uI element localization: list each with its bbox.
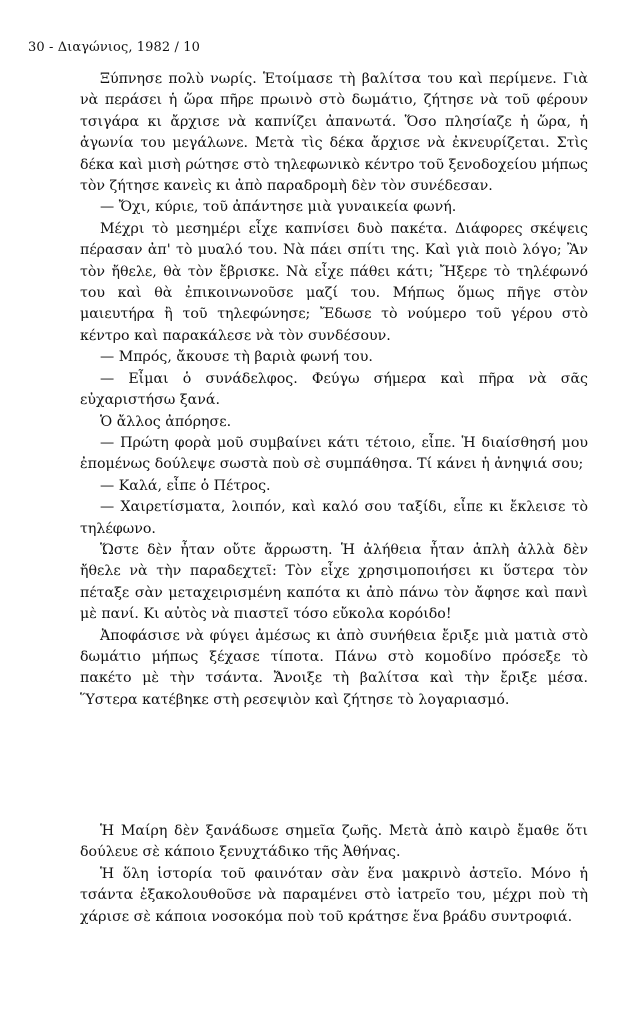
paragraph: Ἡ ὅλη ἱστορία τοῦ φαινόταν σὰν ἕνα μακρινὸ ἀστεῖο. Μόνο ἡ τσάντα ἐξακολουθοῦσε νὰ παραμένει στὸ ἰατρεῖο του, μέχρι ποὺ τὴ χάρισε σὲ κάποια νοσοκόμα ποὺ τοῦ κράτησε ἕνα βράδυ συντροφιά. bbox=[80, 865, 588, 925]
paragraph: — Εἶμαι ὁ συνάδελφος. Φεύγω σήμερα καὶ πῆρα νὰ σᾶς εὐχαριστήσω ξανά. bbox=[80, 370, 588, 409]
paragraph: — Ὄχι, κύριε, τοῦ ἀπάντησε μιὰ γυναικεία φωνή. bbox=[100, 199, 457, 216]
paragraph: Ἡ Μαίρη δὲν ξανάδωσε σημεῖα ζωῆς. Μετὰ ἀπὸ καιρὸ ἔμαθε ὅτι δούλευε σὲ κάποιο ξενυχτάδικο τῆς Ἀθήνας. bbox=[80, 823, 588, 861]
paragraph: Ξύπνησε πολὺ νωρίς. Ἑτοίμασε τὴ βαλίτσα του καὶ περίμενε. Γιὰ νὰ περάσει ἡ ὥρα πῆρε πρωινὸ στὸ δωμάτιο, ζήτησε νὰ τοῦ φέρουν τσιγάρα κι ἄρχισε νὰ καπνίζει ἀπανωτά. Ὅσο πλησίαζε ἡ ὥρα, ἡ ἀγωνία του μεγάλωνε. Μετὰ τὶς δέκα ἄρχισε νὰ ἐκνευρίζεται. Στὶς δέκα καὶ μισὴ ρώτησε στὸ τηλεφωνικὸ κέντρο τοῦ ξενοδοχείου μήπως τὸν ζήτησε κανεὶς κι ἀπὸ παραδρομὴ δὲν τὸν συνέδεσαν. bbox=[80, 71, 588, 195]
paragraph: — Χαιρετίσματα, λοιπόν, καὶ καλό σου ταξίδι, εἶπε κι ἔκλεισε τὸ τηλέφωνο. bbox=[80, 499, 588, 537]
paragraph: — Καλά, εἶπε ὁ Πέτρος. bbox=[100, 477, 271, 494]
paragraph: Ὥστε δὲν ἦταν οὔτε ἄρρωστη. Ἡ ἀλήθεια ἦταν ἁπλὴ ἀλλὰ δὲν ἤθελε νὰ τὴν παραδεχτεῖ: Τὸν εἶχε χρησιμοποιήσει κι ὕστερα τὸν πέταξε σὰν μεταχειρισμένη καπότα κι ἀπὸ πάνω τὸν ἄφησε καὶ πανὶ μὲ πανί. Κι αὐτὸς νὰ πιαστεῖ τόσο εὔκολα κορόιδο! bbox=[80, 541, 588, 623]
paragraph: — Μπρός, ἄκουσε τὴ βαριὰ φωνή του. bbox=[100, 349, 373, 366]
paragraph: Μέχρι τὸ μεσημέρι εἶχε καπνίσει δυὸ πακέτα. Διάφορες σκέψεις πέρασαν ἀπ' τὸ μυαλό του. Νὰ πάει σπίτι της. Καὶ γιὰ ποιὸ λόγο; Ἂν τὸν ἤθελε, θὰ τὸν ἔβρισκε. Νὰ εἶχε πάθει κάτι; Ἤξερε τὸ τηλέφωνό του καὶ θὰ ἐπικοινωνοῦσε μαζί του. Μήπως ὅμως πῆγε στὸν μαιευτήρα ἢ τοῦ τηλεφώνησε; Ἔδωσε τὸ νούμερο τοῦ γέρου στὸ κέντρο καὶ παρακάλεσε νὰ τὸν συνδέσουν. bbox=[80, 220, 588, 344]
running-head: 30 - Διαγώνιος, 1982 / 10 bbox=[28, 40, 200, 55]
section-2 bbox=[80, 821, 588, 928]
paragraph: Ὁ ἄλλος ἀπόρησε. bbox=[100, 413, 232, 430]
paragraph: — Πρώτη φορὰ μοῦ συμβαίνει κάτι τέτοιο, εἶπε. Ἡ διαίσθησή μου ἐπομένως δούλεψε σωστὰ ποὺ σὲ συμπάθησα. Τί κάνει ἡ ἀνηψιά σου; bbox=[80, 434, 588, 473]
paragraph: Ἀποφάσισε νὰ φύγει ἀμέσως κι ἀπὸ συνήθεια ἔριξε μιὰ ματιὰ στὸ δωμάτιο μήπως ξέχασε τίποτα. Πάνω στὸ κομοδίνο πρόσεξε τὸ πακέτο μὲ τὴν τσάντα. Ἄνοιξε τὴ βαλίτσα καὶ τὴν ἔριξε μέσα. Ὕστερα κατέβηκε στὴ ρεσεψιὸν καὶ ζήτησε τὸ λογαριασμό. bbox=[80, 627, 588, 708]
section-1 bbox=[80, 69, 588, 711]
